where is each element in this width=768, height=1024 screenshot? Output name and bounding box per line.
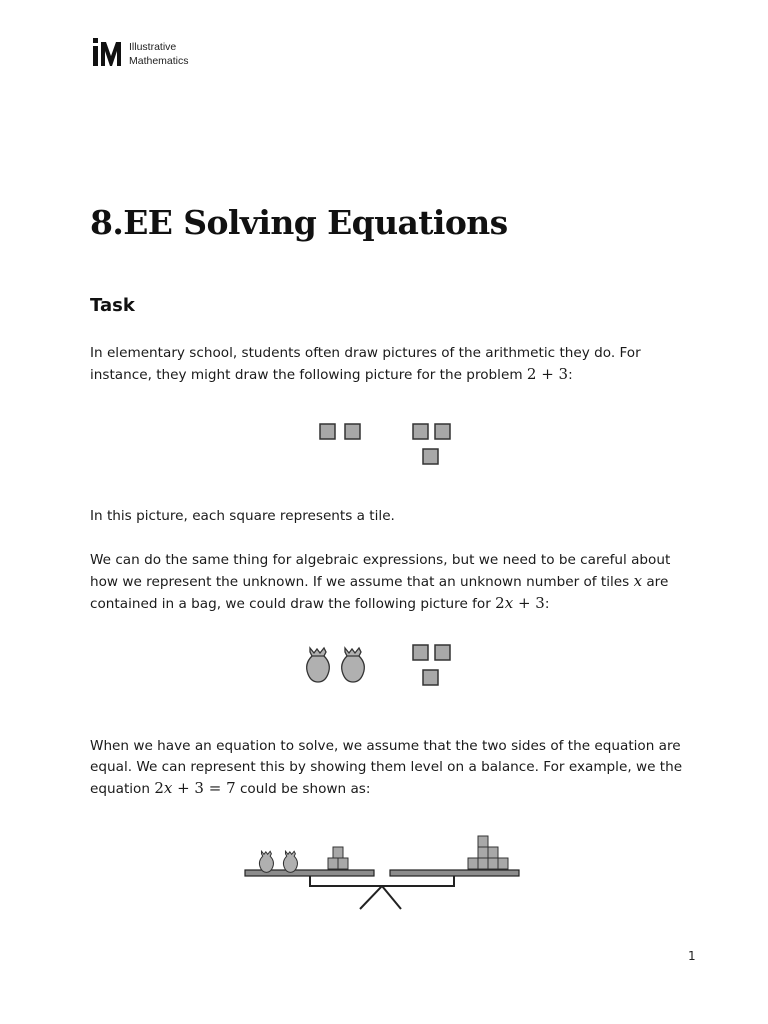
bag-icon <box>283 851 297 872</box>
tile <box>435 424 450 439</box>
paragraph-intro: In elementary school, students often draw pictures of the arithmetic they do. For instance, they might draw the following picture for the problem 2 + 3: <box>90 345 641 383</box>
logo-line-2: Mathematics <box>129 55 189 67</box>
bag-icon <box>342 648 365 682</box>
figure-balance-scale <box>240 830 525 915</box>
math-expression-2-plus-3: 2 + 3 <box>526 364 569 383</box>
balance-scale-frame <box>310 876 454 909</box>
tile <box>423 670 438 685</box>
math-expression-2x-plus-3: 2x + 3 <box>495 593 545 612</box>
logo-wordmark <box>129 40 189 68</box>
bag-icon <box>307 648 330 682</box>
tile <box>423 449 438 464</box>
balance-left-tiles <box>328 847 348 869</box>
balance-right-pan <box>390 870 519 876</box>
math-variable-x: x <box>633 571 643 590</box>
tile <box>320 424 335 439</box>
logo-line-1: Illustrative <box>129 41 177 53</box>
math-equation-2x-plus-3-equals-7: 2x + 3 = 7 <box>154 778 236 797</box>
figure-bags-2x-plus-3 <box>300 640 460 690</box>
figure-tiles-2-plus-3 <box>310 418 460 470</box>
paragraph-algebraic: We can do the same thing for algebraic expressions, but we need to be careful about how we represent the unknown. If we assume that an unknown number of tiles x are contained in a bag, we could draw the following picture for 2x + 3: <box>90 552 671 612</box>
tile <box>345 424 360 439</box>
page-title: 8.EE Solving Equations <box>90 203 508 242</box>
paragraph-tile-explanation: In this picture, each square represents a tile. <box>90 508 395 524</box>
im-logo-icon <box>91 38 127 68</box>
page-number: 1 <box>688 949 696 963</box>
paragraph-intro-text: In elementary school, students often draw pictures of the arithmetic they do. For instance, they might draw the following picture for the problem <box>90 345 641 383</box>
bag-icon <box>259 851 273 872</box>
paragraph-balance: When we have an equation to solve, we assume that the two sides of the equation are equal. We can represent this by showing them level on a balance. For example, we the equation 2x + 3 = 7 could be shown as: <box>90 738 683 797</box>
tile <box>435 645 450 660</box>
section-heading-task: Task <box>90 295 135 316</box>
tile <box>413 424 428 439</box>
tile <box>413 645 428 660</box>
balance-right-tiles <box>468 836 508 869</box>
